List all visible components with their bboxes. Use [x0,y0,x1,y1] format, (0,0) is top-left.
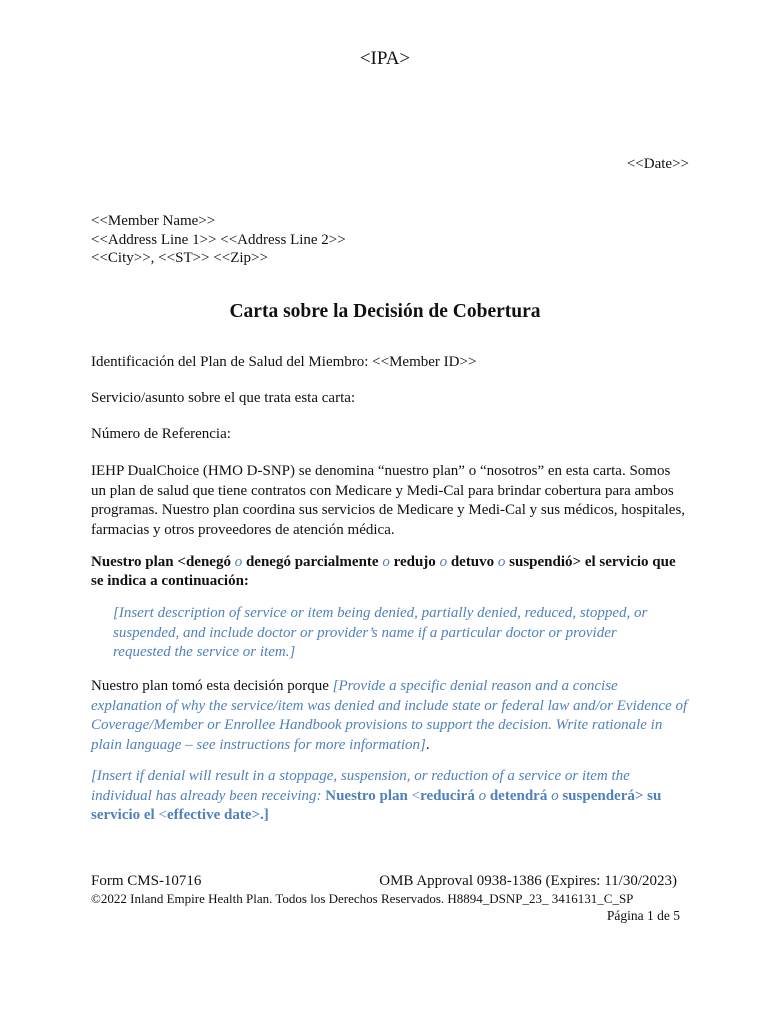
decision-text-4: detuvo [447,554,498,570]
service-field: Servicio/asunto sobre el que trata esta carta: [91,390,356,406]
decision-or-3: o [439,554,448,570]
stoppage-reduce: reducirá [420,787,475,804]
stoppage-suspend: suspenderá [562,787,635,804]
decision-or-4: o [497,554,506,570]
decision-text-5: suspendió> el servicio que se indica a continuación: [91,554,676,589]
reason-placeholder: [Provide a specific denial reason and a concise explanation of why the service/item was denied and include state or federal law and/or Evidence of Coverage/Member or Enrollee Handbook provisions to support the decision. Write rationale in plain language – see instructions for more information] [91,678,688,753]
stoppage-effective-date: effective date [166,807,252,823]
stoppage-plan-text: Nuestro plan [325,787,412,804]
stoppage-lt: < [411,787,421,804]
decision-reason-paragraph [91,677,689,755]
stoppage-end: >.] [251,807,269,823]
reason-lead-text: Nuestro plan tomó esta decisión porque [91,678,333,694]
stoppage-or-2: o [547,787,563,804]
decision-text-2: denegó parcialmente [242,554,383,570]
stoppage-service-on: > su servicio el [91,787,662,823]
service-description-placeholder: [Insert description of service or item being denied, partially denied, reduced, stopped, or suspended, and include doctor or provider’s name if a particular doctor or provider requested the service or item.] [113,605,648,660]
stoppage-or-1: o [474,787,490,804]
decision-text-3: redujo [389,554,440,570]
decision-text-1: Nuestro plan <denegó [91,554,235,570]
decision-statement [91,553,691,591]
stoppage-lt-2: < [158,807,167,823]
decision-or-2: o [382,554,390,570]
decision-or-1: o [234,554,243,570]
letter-title: Carta sobre la Decisión de Cobertura [229,301,541,322]
member-address-block [91,212,346,268]
stoppage-stop: detendrá [489,787,548,804]
member-name-line: <<Member Name>> [91,213,216,229]
reference-number-field: Número de Referencia: [91,426,231,442]
address-line: <<Address Line 1>> <<Address Line 2>> [91,231,346,248]
footer-copyright: ©2022 Inland Empire Health Plan. Todos los Derechos Reservados. H8894_DSNP_23_ 3416131_C_SP [91,891,634,906]
footer-form-number: Form CMS-10716 [91,873,202,889]
date-placeholder: <<Date>> [626,156,689,172]
member-id-field: Identificación del Plan de Salud del Miembro: <<Member ID>> [91,354,477,370]
stoppage-paragraph [91,767,689,826]
reason-end: . [425,736,430,753]
city-state-zip-line: <<City>>, <<ST>> <<Zip>> [91,250,268,266]
intro-paragraph: IEHP DualChoice (HMO D-SNP) se denomina “nuestro plan” o “nosotros” en esta carta. Somos un plan de salud que tiene contratos con Medicare y Medi-Cal para brindar cobertura para ambos programas. Nuestro plan coordina sus servicios de Medicare y Medi-Cal y sus médicos, hospitales, farmacias y otros proveedores de atención médica. [91,463,686,538]
footer-omb-approval: OMB Approval 0938-1386 (Expires: 11/30/2023) [379,873,677,889]
stoppage-insert: [Insert if denial will result in a stoppage, suspension, or reduction of a service or item the individual has already been receiving: [91,768,630,804]
footer-page-number: Página 1 de 5 [606,908,680,923]
ipa-placeholder: <IPA> [359,48,411,69]
